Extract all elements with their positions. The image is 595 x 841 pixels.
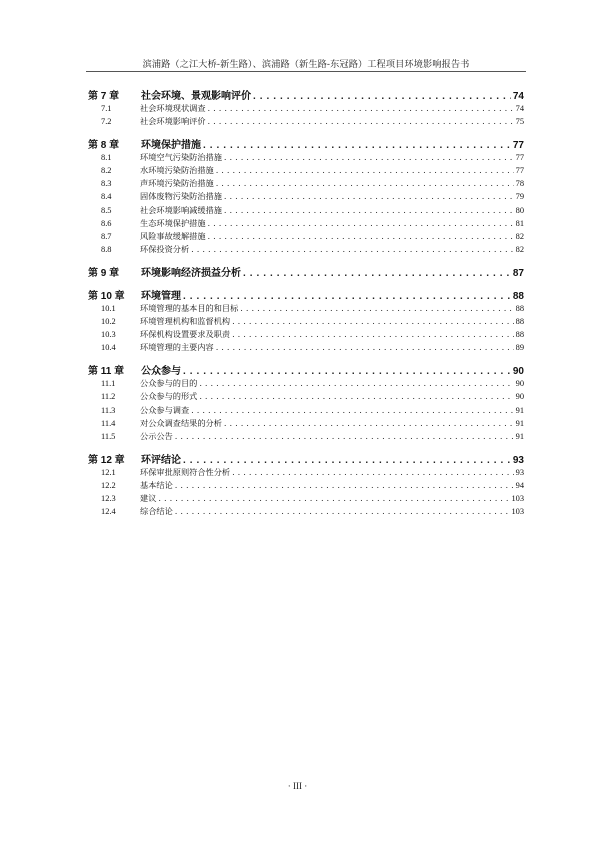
page-ref: 93 [515,467,524,477]
section-number: 11.3 [101,405,116,415]
toc-section-entry[interactable] [88,191,524,204]
section-number: 12.2 [101,480,116,490]
toc-section-entry[interactable] [88,329,524,342]
toc-section-entry[interactable] [88,405,524,418]
page-ref: 93 [512,454,524,466]
toc-section-entry[interactable] [88,378,524,391]
dot-leader [208,231,514,241]
section-title: 环境管理的基本目的和目标 [140,302,239,313]
dot-leader [208,218,514,228]
section-number: 8.5 [101,205,112,215]
page-ref: 82 [515,244,524,254]
section-title: 公众参与调查 [140,404,190,415]
page-ref: 78 [515,179,524,189]
table-of-contents [88,87,524,519]
toc-section-entry[interactable] [88,480,524,493]
dot-leader [243,268,511,279]
page-ref: 80 [515,205,524,215]
chapter-title: 环境保护措施 [141,140,201,152]
section-title: 综合结论 [140,506,173,517]
toc-chapter-entry[interactable] [88,451,524,467]
page-ref: 90 [512,366,524,378]
section-number: 10.1 [101,303,116,313]
section-number: 8.8 [101,244,112,254]
section-title: 环境管理机构和监督机构 [140,316,231,327]
dot-leader [191,405,513,415]
section-title: 水环境污染防治措施 [140,165,214,176]
page-ref: 79 [515,192,524,202]
toc-section-entry[interactable] [88,244,524,257]
chapter-title: 社会环境、景观影响评价 [141,91,251,102]
section-title: 社会环境现状调查 [140,103,206,113]
toc-section-entry[interactable] [88,493,524,506]
page-ref: 88 [515,330,524,340]
section-number: 7.2 [101,117,112,127]
chapter-title: 环境影响经济损益分析 [141,267,241,279]
dot-leader [175,506,510,516]
toc-section-entry[interactable] [88,165,524,178]
section-number: 12.1 [101,467,116,477]
dot-leader [224,205,514,215]
page-ref: 90 [515,379,524,389]
section-title: 基本结论 [140,479,173,490]
dot-leader [175,431,514,441]
chapter-number: 第 11 章 [88,366,125,378]
toc-section-entry[interactable] [88,342,524,355]
toc-section-entry[interactable] [88,467,524,480]
toc-section-entry[interactable] [88,431,524,444]
page-ref: 77 [515,166,524,176]
section-title: 风险事故缓解措施 [140,230,206,241]
section-number: 8.1 [101,153,112,163]
section-number: 11.5 [101,431,116,441]
dot-leader [224,152,514,162]
page-ref: 74 [515,104,524,113]
dot-leader [208,116,514,126]
toc-section-entry[interactable] [88,418,524,431]
section-number: 7.1 [101,104,112,113]
section-title: 对公众调查结果的分析 [140,417,222,428]
dot-leader [232,329,514,339]
dot-leader [203,140,511,151]
section-title: 公众参与的形式 [140,391,198,402]
toc-section-entry[interactable] [88,103,524,116]
page-ref: 103 [511,493,524,503]
section-number: 11.4 [101,418,116,428]
toc-chapter-entry[interactable] [88,264,524,280]
section-title: 生态环境保护措施 [140,217,206,228]
chapter-number: 第 9 章 [88,267,120,279]
dot-leader [199,378,513,388]
section-title: 环保投资分析 [140,243,190,254]
section-number: 12.4 [101,507,116,517]
toc-section-entry[interactable] [88,391,524,404]
dot-leader [240,303,513,313]
toc-chapter-entry[interactable] [88,287,524,303]
section-number: 10.2 [101,317,116,327]
page-ref: 88 [512,290,524,302]
dot-leader [224,191,514,201]
page-ref: 91 [515,431,524,441]
toc-section-entry[interactable] [88,231,524,244]
header-divider [86,71,526,72]
toc-section-entry[interactable] [88,178,524,191]
toc-chapter-entry[interactable] [88,136,524,152]
toc-chapter-entry[interactable] [88,362,524,378]
page-ref: 89 [515,343,524,353]
toc-section-entry[interactable] [88,303,524,316]
chapter-title: 环境管理 [141,290,181,302]
section-title: 社会环境影响减缓措施 [140,204,222,215]
section-title: 环保机构设置要求及职责 [140,329,231,340]
section-title: 环保审批原则符合性分析 [140,466,231,477]
dot-leader [253,91,511,102]
section-number: 8.2 [101,166,112,176]
section-number: 11.2 [101,392,116,402]
dot-leader [199,391,513,401]
section-number: 12.3 [101,493,116,503]
chapter-number: 第 10 章 [88,290,125,302]
page-ref: 77 [512,140,524,152]
section-title: 公示公告 [140,430,173,441]
page-ref: 82 [515,231,524,241]
dot-leader [232,467,514,477]
section-title: 公众参与的目的 [140,378,198,389]
running-header: 滨浦路（之江大桥-新生路）、滨浦路（新生路-东冠路）工程项目环境影响报告书 [142,59,470,70]
toc-section-entry[interactable] [88,316,524,329]
toc-section-entry[interactable] [88,506,524,519]
page-ref: 103 [511,507,524,517]
chapter-number: 第 8 章 [88,140,120,152]
section-number: 8.4 [101,192,112,202]
page-ref: 81 [515,218,524,228]
section-title: 建议 [140,492,157,503]
page-ref: 75 [515,117,524,127]
section-number: 10.3 [101,330,116,340]
toc-section-entry[interactable] [88,152,524,165]
section-number: 10.4 [101,343,116,353]
page-ref: 91 [515,418,524,428]
dot-leader [183,455,511,466]
toc-section-entry[interactable] [88,218,524,231]
dot-leader [216,178,514,188]
section-number: 11.1 [101,379,116,389]
section-title: 环境空气污染防治措施 [140,152,222,163]
page-ref: 91 [515,405,524,415]
dot-leader [216,342,514,352]
toc-section-entry[interactable] [88,205,524,218]
chapter-title: 公众参与 [141,366,181,378]
dot-leader [175,480,514,490]
page-ref: 74 [512,91,524,102]
page-ref: 88 [515,303,524,313]
section-number: 8.3 [101,179,112,189]
toc-chapter-entry[interactable] [88,87,524,103]
section-title: 固体废物污染防治措施 [140,191,222,202]
dot-leader [224,418,514,428]
dot-leader [183,366,511,377]
dot-leader [216,165,514,175]
section-number: 8.6 [101,218,112,228]
section-title: 社会环境影响评价 [140,116,206,127]
section-number: 8.7 [101,231,112,241]
page-number: · III · [287,781,308,791]
dot-leader [208,103,514,113]
chapter-title: 环评结论 [141,454,181,466]
dot-leader [158,493,509,503]
section-title: 环境管理的主要内容 [140,342,214,353]
page-ref: 90 [515,392,524,402]
chapter-number: 第 7 章 [88,91,120,102]
chapter-number: 第 12 章 [88,454,125,466]
page-ref: 88 [515,317,524,327]
page-ref: 87 [512,267,524,279]
dot-leader [183,291,511,302]
toc-section-entry[interactable] [88,116,524,129]
page-ref: 77 [515,153,524,163]
page-ref: 94 [515,480,524,490]
section-title: 声环境污染防治措施 [140,178,214,189]
dot-leader [191,244,513,254]
dot-leader [232,316,514,326]
